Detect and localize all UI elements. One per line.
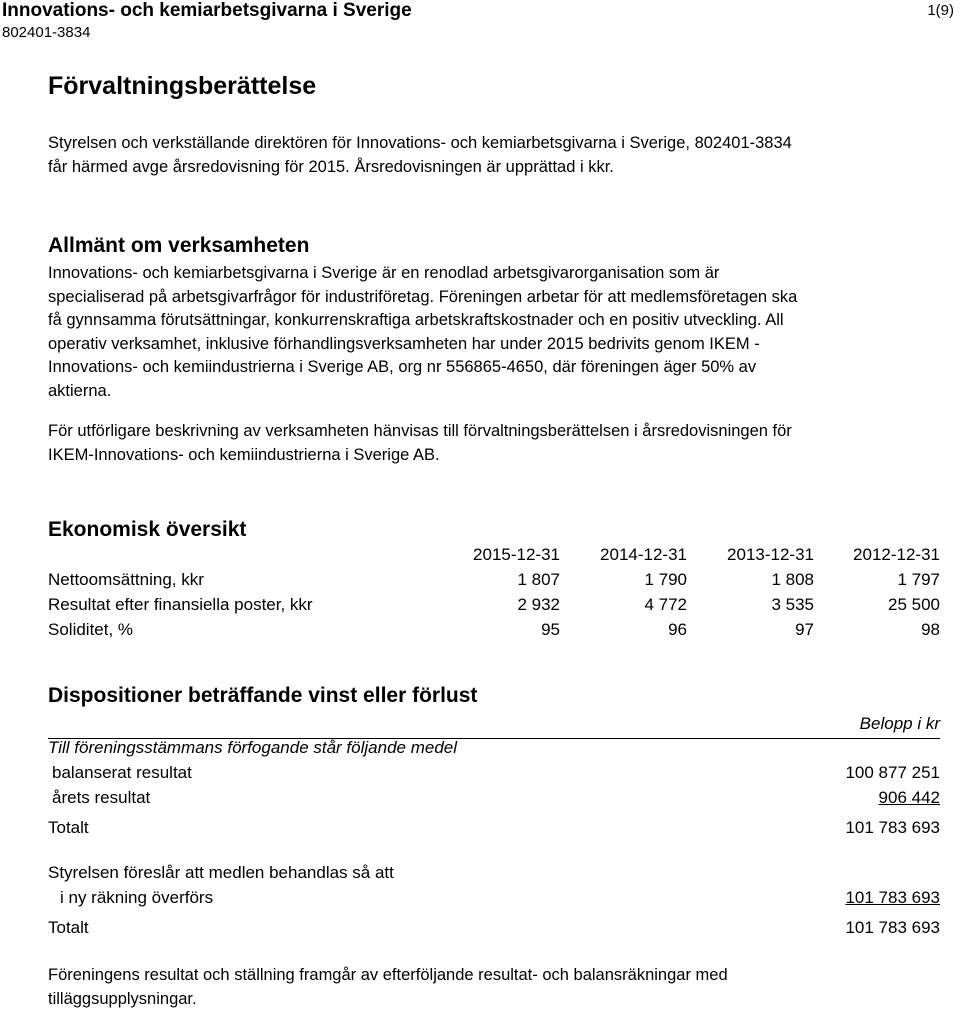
table-cell: 97 — [795, 620, 814, 640]
overfors-label: i ny räkning överförs — [60, 888, 213, 908]
paragraph-line: IKEM-Innovations- och kemiindustrierna i Sverige AB. — [48, 444, 948, 468]
paragraph-line: tilläggsupplysningar. — [48, 988, 948, 1011]
table-cell: 96 — [668, 620, 687, 640]
paragraph-line: Föreningens resultat och ställning framgår av efterföljande resultat- och balansräkningar med — [48, 964, 948, 988]
table-cell: 3 535 — [771, 595, 814, 615]
paragraph-line: För utförligare beskrivning av verksamheten hänvisas till förvaltningsberättelsen i årsredovisningen för — [48, 420, 948, 444]
totalt-label: Totalt — [48, 818, 89, 838]
overfors-value: 101 783 693 — [845, 888, 940, 908]
organization-name: Innovations- och kemiarbetsgivarna i Sverige — [2, 0, 412, 22]
intro-paragraph — [48, 132, 948, 179]
table-cell: 1 807 — [517, 570, 560, 590]
paragraph-line: operativ verksamhet, inklusive förhandlingsverksamheten har under 2015 bedrivits genom IKEM - — [48, 333, 948, 357]
column-header: 2015-12-31 — [473, 545, 560, 565]
column-header: 2013-12-31 — [727, 545, 814, 565]
table-cell: 2 932 — [517, 595, 560, 615]
organization-number: 802401-3834 — [2, 24, 90, 41]
proposal-label: Styrelsen föreslår att medlen behandlas så att — [48, 863, 394, 883]
balanserat-value: 100 877 251 — [845, 763, 940, 783]
totalt-value: 101 783 693 — [845, 818, 940, 838]
section-heading-ekonomisk: Ekonomisk översikt — [48, 518, 246, 542]
table-cell: 1 797 — [897, 570, 940, 590]
section-heading-dispositioner: Dispositioner beträffande vinst eller förlust — [48, 684, 477, 708]
table-cell: 1 790 — [644, 570, 687, 590]
amount-header: Belopp i kr — [860, 714, 940, 734]
balanserat-label: balanserat resultat — [52, 763, 192, 783]
row-label: Resultat efter finansiella poster, kkr — [48, 595, 313, 615]
paragraph-line: Innovations- och kemiarbetsgivarna i Sverige är en renodlad arbetsgivarorganisation som är — [48, 262, 948, 286]
table-cell: 4 772 — [644, 595, 687, 615]
paragraph-line: få gynnsamma förutsättningar, konkurrenskraftiga arbetskraftskostnader och en positiv utveckling. All — [48, 309, 948, 333]
row-label: Nettoomsättning, kkr — [48, 570, 204, 590]
section-heading-allmant: Allmänt om verksamheten — [48, 234, 309, 258]
paragraph-line: aktierna. — [48, 380, 948, 404]
page-number: 1(9) — [927, 2, 954, 19]
table-rule — [48, 738, 940, 739]
paragraph-line: specialiserad på arbetsgivarfrågor för industriföretag. Föreningen arbetar för att medlemsföretagen ska — [48, 286, 948, 310]
column-header: 2014-12-31 — [600, 545, 687, 565]
table-cell: 95 — [541, 620, 560, 640]
intro-line: Styrelsen och verkställande direktören för Innovations- och kemiarbetsgivarna i Sverige, 802401-3834 — [48, 132, 948, 156]
allmant-paragraph-2 — [48, 420, 948, 467]
arets-resultat-value: 906 442 — [879, 788, 940, 808]
totalt-label: Totalt — [48, 918, 89, 938]
arets-resultat-label: årets resultat — [52, 788, 150, 808]
paragraph-line: Innovations- och kemiindustrierna i Sverige AB, org nr 556865-4650, där föreningen äger 50% av — [48, 356, 948, 380]
table-cell: 25 500 — [888, 595, 940, 615]
allmant-paragraph-1 — [48, 262, 948, 403]
column-header: 2012-12-31 — [853, 545, 940, 565]
table-cell: 1 808 — [771, 570, 814, 590]
totalt-value: 101 783 693 — [845, 918, 940, 938]
available-funds-label: Till föreningsstämmans förfogande står följande medel — [48, 738, 457, 758]
closing-paragraph — [48, 964, 948, 1011]
intro-line: får härmed avge årsredovisning för 2015. Årsredovisningen är upprättad i kkr. — [48, 156, 948, 180]
table-cell: 98 — [921, 620, 940, 640]
row-label: Soliditet, % — [48, 620, 133, 640]
page-title: Förvaltningsberättelse — [48, 72, 316, 101]
